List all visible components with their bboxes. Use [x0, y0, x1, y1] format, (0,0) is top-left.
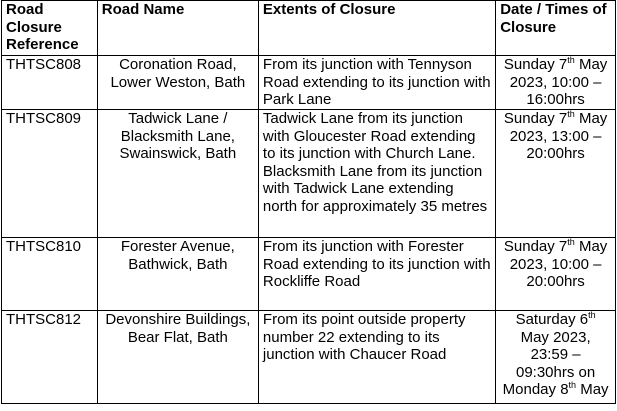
cell-reference: THTSC812	[2, 311, 98, 404]
table-row	[2, 311, 616, 404]
header-road-name: Road Name	[97, 1, 258, 56]
date-text: Sunday 7	[503, 238, 568, 255]
date-text: May 2023, 13:00 – 20:00hrs	[509, 110, 608, 163]
date-text: May 2023, 23:59 – 09:30hrs on Monday 8	[502, 328, 596, 399]
header-reference: Road Closure Reference	[2, 1, 98, 56]
cell-road-name: Tadwick Lane / Blacksmith Lane, Swainswick, Bath	[97, 110, 258, 238]
date-ordinal: th	[567, 55, 575, 65]
date-text: Sunday 7	[503, 110, 568, 127]
cell-road-name: Coronation Road, Lower Weston, Bath	[97, 56, 258, 110]
date-text: Saturday 6	[515, 311, 589, 328]
cell-date-times	[496, 110, 616, 238]
date-ordinal: th	[588, 310, 596, 320]
cell-road-name: Devonshire Buildings, Bear Flat, Bath	[97, 311, 258, 404]
cell-road-name: Forester Avenue, Bathwick, Bath	[97, 238, 258, 311]
date-ordinal: th	[567, 237, 575, 247]
cell-date-times	[496, 56, 616, 110]
header-date-times: Date / Times of Closure	[496, 1, 616, 56]
table-row	[2, 238, 616, 311]
date-ordinal: th	[568, 380, 577, 391]
date-text: May	[576, 381, 609, 399]
date-ordinal: th	[567, 109, 575, 119]
cell-extents: From its point outside property number 22 extending to its junction with Chaucer Road	[258, 311, 495, 404]
date-text: Sunday 7	[503, 56, 568, 73]
cell-extents: From its junction with Tennyson Road extending to its junction with Park Lane	[258, 56, 495, 110]
cell-extents: Tadwick Lane from its junction with Gloucester Road extending to its junction with Church Lane. Blacksmith Lane from its junction with Tadwick Lane extending north for approximately 35 metres	[258, 110, 495, 238]
cell-date-times	[496, 238, 616, 311]
table-row	[2, 110, 616, 238]
header-extents: Extents of Closure	[258, 1, 495, 56]
cell-reference: THTSC808	[2, 56, 98, 110]
cell-reference: THTSC809	[2, 110, 98, 238]
date-text: May 2023, 10:00 – 20:00hrs	[509, 238, 608, 291]
road-closure-table	[1, 0, 616, 404]
table-header-row	[2, 1, 616, 56]
date-text: May 2023, 10:00 – 16:00hrs	[509, 56, 608, 109]
cell-extents: From its junction with Forester Road extending to its junction with Rockliffe Road	[258, 238, 495, 311]
table-row	[2, 56, 616, 110]
cell-date-times	[496, 311, 616, 404]
cell-reference: THTSC810	[2, 238, 98, 311]
